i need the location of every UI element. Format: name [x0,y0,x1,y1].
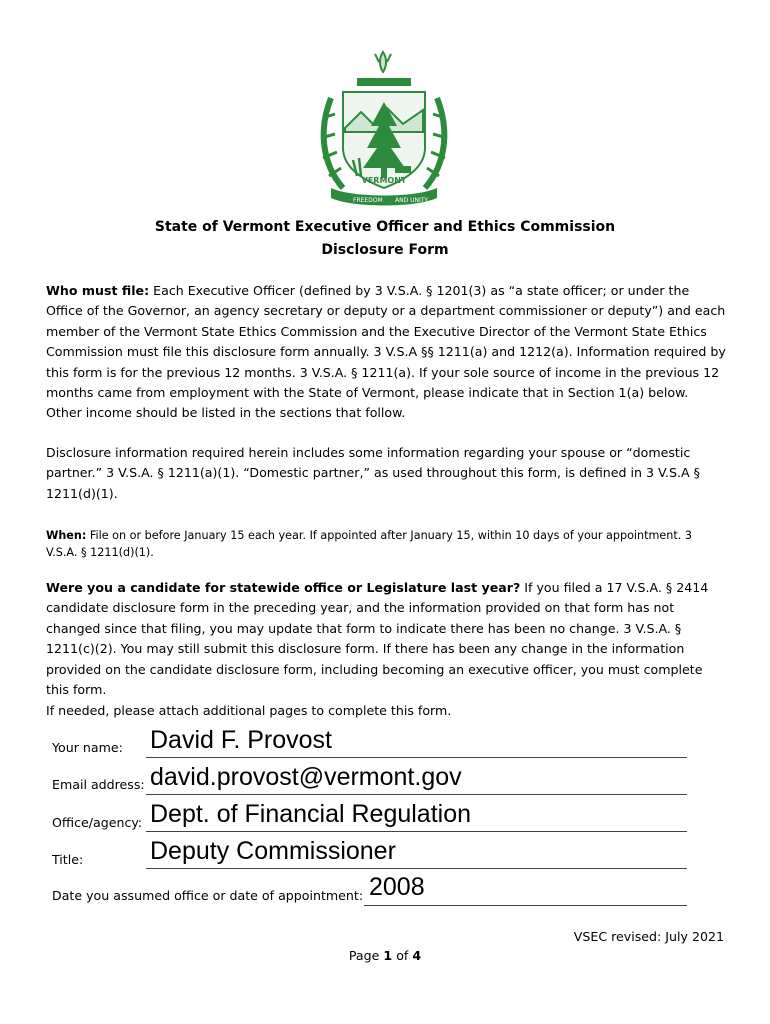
date-field-label: Date you assumed office or date of appointment: [52,888,364,903]
disclosure-info-paragraph: Disclosure information required herein includes some information regarding your spouse or “domestic partner.” 3 V.S.A. § 1211(a)(1). “Domestic partner,” as used throughout this form, is defined in 3 V.S.A § 1211(d)(1). [46,445,700,501]
email-field-label: Email address: [52,777,145,792]
form-heading-line2: Disclosure Form [321,242,449,258]
date-field-underline [364,905,687,906]
when-text: File on or before January 15 each year. If appointed after January 15, within 10 days of your appointment. 3 V.S.A. § 1211(d)(1). [46,529,693,559]
office-field-label: Office/agency: [52,815,143,830]
vermont-seal-icon [313,48,455,214]
page-of: of [396,948,409,963]
seal-motto-right: AND UNITY [395,197,429,204]
page-prefix: Page [348,948,380,963]
when-label: When: [46,529,87,542]
who-must-file-label: Who must file: [46,283,150,298]
attach-note: If needed, please attach additional pages to complete this form. [46,703,452,718]
seal-banner-text: VERMONT [361,176,407,185]
name-field-label: Your name: [52,740,123,755]
email-field[interactable]: david.provost@vermont.gov [150,763,462,791]
email-field-underline [146,794,687,795]
page-total: 4 [412,948,422,963]
name-field[interactable]: David F. Provost [150,726,333,754]
form-heading-line1: State of Vermont Executive Officer and Ethics Commission [154,219,616,235]
who-must-file-text: Each Executive Officer (defined by 3 V.S.A. § 1201(3) as “a state officer; or under the Office of the Governor, an agency secretary or deputy or a department commissioner or deputy”) and each member of the Vermont State Ethics Commission and the Executive Director of the Vermont State Ethics Commission must file this disclosure form annually. 3 V.S.A §§ 1211(a) and 1212(a). Information required by this form is for the previous 12 months. 3 V.S.A. § 1211(a). If your sole source of income in the previous 12 months came from employment with the State of Vermont, please indicate that in Section 1(a) below. Other income should be listed in the sections that follow. [46,283,726,421]
candidate-label: Were you a candidate for statewide office or Legislature last year? [46,580,521,595]
page-number [0,948,770,963]
seal-motto-left: FREEDOM [353,197,383,204]
date-field[interactable]: 2008 [369,873,425,901]
name-field-underline [146,757,687,758]
candidate-paragraph [46,578,726,700]
revision-note: VSEC revised: July 2021 [573,929,724,944]
title-field-label: Title: [52,852,84,867]
who-must-file-paragraph [46,281,726,424]
title-field-underline [146,868,687,869]
page-current: 1 [383,948,393,963]
when-paragraph [46,527,726,561]
candidate-text: If you filed a 17 V.S.A. § 2414 candidate disclosure form in the preceding year, and the information provided on that form has not changed since that filing, you may update that form to indicate there has been no change. 3 V.S.A. § 1211(c)(2). You may still submit this disclosure form. If there has been any change in the information provided on the candidate disclosure form, including becoming an executive officer, you must complete this form. [46,580,709,698]
title-field[interactable]: Deputy Commissioner [150,837,396,865]
office-field[interactable]: Dept. of Financial Regulation [150,800,472,828]
office-field-underline [146,831,687,832]
